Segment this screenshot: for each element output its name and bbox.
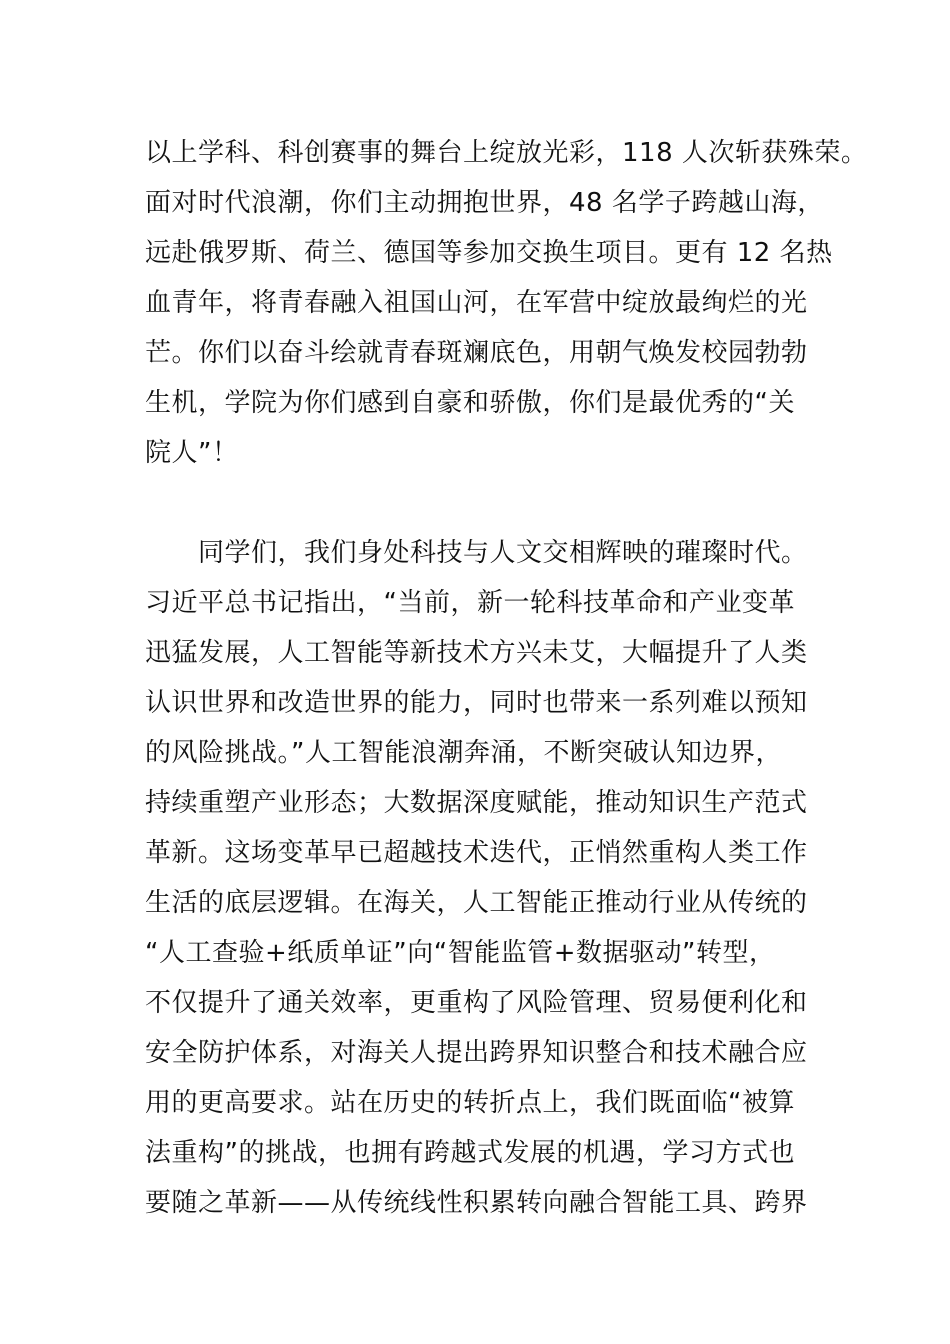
paragraph-line: 的风险挑战。”人工智能浪潮奔涌，不断突破认知边界， (145, 738, 782, 768)
paragraph-line: 远赴俄罗斯、荷兰、德国等参加交换生项目。更有 12 名热 (145, 238, 833, 268)
paragraph-line: “人工查验+纸质单证”向“智能监管+数据驱动”转型， (145, 938, 776, 968)
paragraph-line: 不仅提升了通关效率，更重构了风险管理、贸易便利化和 (145, 988, 808, 1018)
paragraph-line: 法重构”的挑战，也拥有跨越式发展的机遇，学习方式也 (145, 1138, 795, 1168)
paragraph-line: 生活的底层逻辑。在海关，人工智能正推动行业从传统的 (145, 888, 808, 918)
paragraph-line: 同学们，我们身处科技与人文交相辉映的璀璨时代。 (145, 538, 808, 568)
paragraph-line: 生机，学院为你们感到自豪和骄傲，你们是最优秀的“关 (145, 388, 795, 418)
paragraph-line: 面对时代浪潮，你们主动拥抱世界，48 名学子跨越山海， (145, 188, 824, 218)
paragraph-line: 持续重塑产业形态；大数据深度赋能，推动知识生产范式 (145, 788, 808, 818)
paragraph-line: 认识世界和改造世界的能力，同时也带来一系列难以预知 (145, 688, 808, 718)
paragraph-line: 安全防护体系，对海关人提出跨界知识整合和技术融合应 (145, 1038, 808, 1068)
paragraph-line: 以上学科、科创赛事的舞台上绽放光彩，118 人次斩获殊荣。 (145, 138, 868, 168)
paragraph-line: 院人”！ (145, 438, 239, 468)
paragraph-line: 血青年，将青春融入祖国山河，在军营中绽放最绚烂的光 (145, 288, 808, 318)
paragraph-technology-era (145, 528, 845, 1228)
paragraph-line: 革新。这场变革早已超越技术迭代，正悄然重构人类工作 (145, 838, 808, 868)
paragraph-line: 用的更高要求。站在历史的转折点上，我们既面临“被算 (145, 1088, 795, 1118)
paragraph-achievements (145, 128, 868, 478)
paragraph-line: 芒。你们以奋斗绘就青春斑斓底色，用朝气焕发校园勃勃 (145, 338, 808, 368)
paragraph-line: 习近平总书记指出，“当前，新一轮科技革命和产业变革 (145, 588, 795, 618)
paragraph-line: 迅猛发展，人工智能等新技术方兴未艾，大幅提升了人类 (145, 638, 808, 668)
paragraph-line: 要随之革新——从传统线性积累转向融合智能工具、跨界 (145, 1188, 808, 1218)
